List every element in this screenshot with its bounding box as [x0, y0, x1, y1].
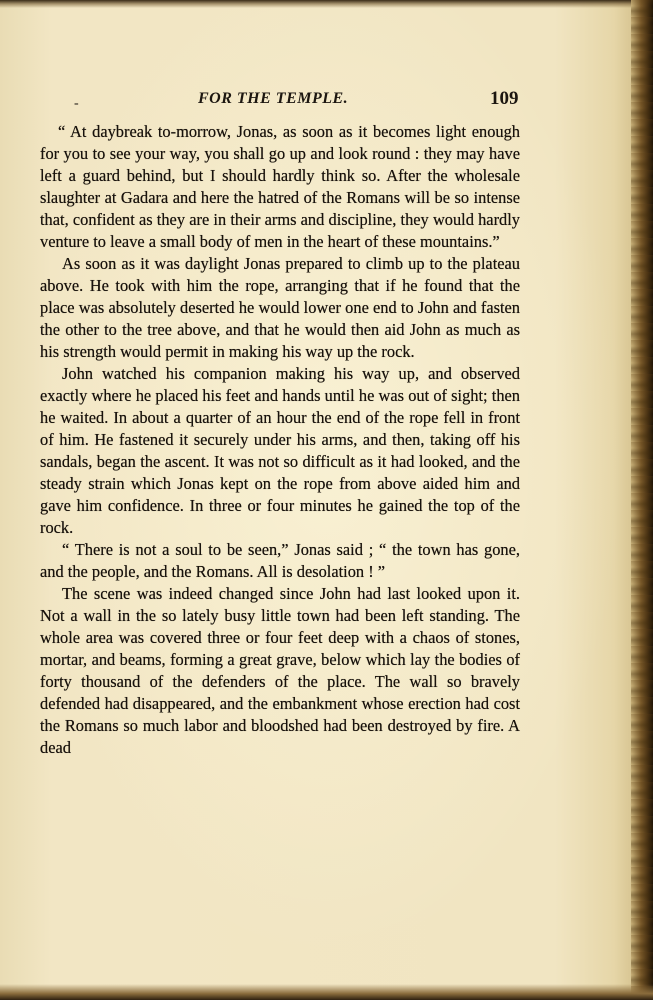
header-bullet: - — [74, 96, 79, 111]
page-header — [40, 88, 530, 114]
page-body — [40, 121, 520, 759]
paragraph: As soon as it was daylight Jonas prepared to climb up to the plateau above. He took with him the rope, arranging that if he found that the place was absolutely deserted he would lower one end to John and fasten the other to the tree above, and that he would then aid John as much as his strength would permit in making his way up the rock. — [40, 254, 520, 361]
page-edge-bottom — [0, 984, 653, 1000]
page-top-shadow — [0, 0, 653, 8]
paragraph: John watched his companion making his way up, and observed exactly where he placed his feet and hands until he was out of sight; then he waited. In about a quarter of an hour the end of the rope fell in front of him. He fastened it securely under his arms, and then, taking off his sandals, began the ascent. It was not so difficult as it had looked, and the steady strain which Jonas kept on the rope from above aided him and gave him confidence. In three or four minutes he gained the top of the rock. — [40, 364, 520, 537]
paragraph: “ There is not a soul to be seen,” Jonas said ; “ the town has gone, and the people, and the Romans. All is desolation ! ” — [40, 540, 520, 581]
page-edge-right — [631, 0, 653, 1000]
paragraph: The scene was indeed changed since John had last looked upon it. Not a wall in the so lately busy little town had been left standing. The whole area was covered three or four feet deep with a chaos of stones, mortar, and beams, forming a great grave, below which lay the bodies of forty thousand of the defenders of the place. The wall so bravely defended had disappeared, and the embankment whose erection had cost the Romans so much labor and bloodshed had been destroyed by fire. A dead — [40, 584, 520, 757]
running-head: FOR THE TEMPLE. — [198, 90, 349, 107]
page-number: 109 — [490, 88, 519, 109]
paragraph: “ At daybreak to-morrow, Jonas, as soon as it becomes light enough for you to see your way, you shall go up and look round : they may have left a guard behind, but I should hardly think so. After the wholesale slaughter at Gadara and here the hatred of the Romans will be so intense that, confident as they are in their arms and discipline, they would hardly venture to leave a small body of men in the heart of these mountains.” — [40, 122, 520, 251]
